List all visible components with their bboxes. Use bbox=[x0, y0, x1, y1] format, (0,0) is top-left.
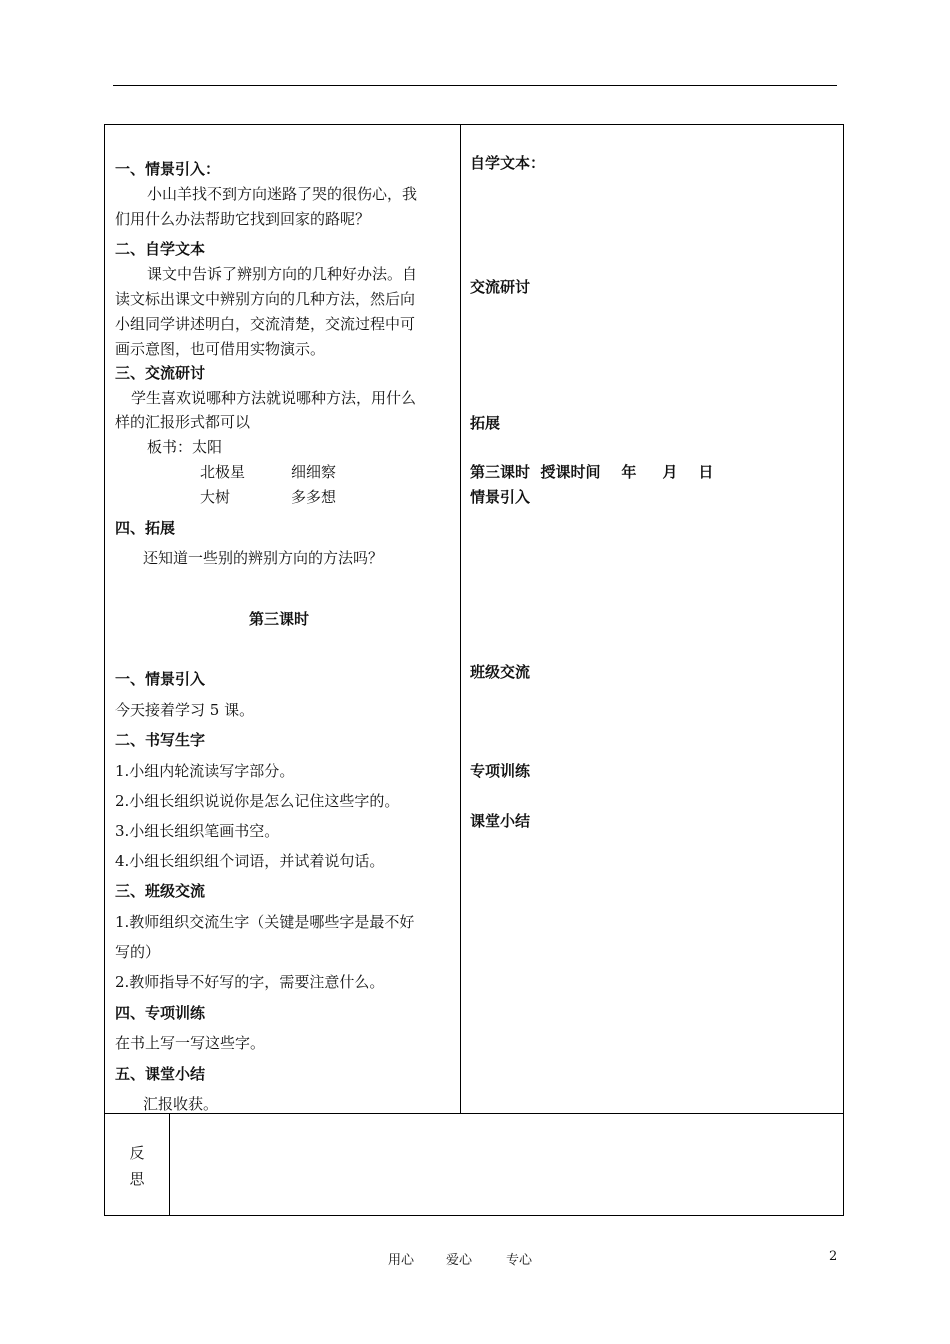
section-title: 三、交流研讨 bbox=[115, 364, 206, 382]
section-title: 一、情景引入 bbox=[115, 670, 206, 688]
right-label: 专项训练 bbox=[470, 762, 531, 780]
section-title: 二、自学文本 bbox=[115, 240, 206, 258]
paragraph-line: 小组同学讲述明白，交流清楚，交流过程中可 bbox=[115, 315, 416, 333]
board-item: 细细察 bbox=[291, 463, 337, 481]
lesson-heading: 第三课时 bbox=[249, 610, 310, 628]
section-title: 四、专项训练 bbox=[115, 1004, 206, 1022]
footer-word: 专心 bbox=[506, 1253, 533, 1268]
footer-word: 爱心 bbox=[446, 1253, 473, 1268]
list-item: 1.小组内轮流读写字部分。 bbox=[115, 762, 295, 780]
paragraph-line: 小山羊找不到方向迷路了哭的很伤心，我 bbox=[147, 185, 418, 203]
lesson-table bbox=[104, 124, 844, 1114]
right-label: 情景引入 bbox=[470, 488, 531, 506]
reflection-char: 思 bbox=[129, 1170, 145, 1188]
right-label: 自学文本： bbox=[470, 154, 546, 172]
paragraph-line: 还知道一些别的辨别方向的方法吗？ bbox=[143, 549, 384, 567]
paragraph-line: 画示意图，也可借用实物演示。 bbox=[115, 340, 326, 358]
board-item: 多多想 bbox=[291, 488, 337, 506]
header-rule bbox=[113, 85, 837, 86]
list-item: 写的） bbox=[115, 943, 161, 961]
section-title: 三、班级交流 bbox=[115, 882, 206, 900]
paragraph-line: 在书上写一写这些字。 bbox=[115, 1034, 266, 1052]
footer-word: 用心 bbox=[388, 1253, 415, 1268]
board-item: 北极星 bbox=[200, 463, 246, 481]
list-item: 4.小组长组织组个词语，并试着说句话。 bbox=[115, 852, 385, 870]
right-lesson-header: 第三课时 授课时间 年 月 日 bbox=[470, 463, 714, 481]
board-item: 大树 bbox=[200, 488, 231, 506]
reflection-table bbox=[104, 1114, 844, 1216]
paragraph-line: 汇报收获。 bbox=[143, 1095, 219, 1113]
list-item: 1.教师组织交流生字（关键是哪些字是最不好 bbox=[115, 913, 415, 931]
right-label: 拓展 bbox=[470, 414, 501, 432]
column-divider bbox=[460, 125, 461, 1113]
board-line: 板书：太阳 bbox=[147, 438, 223, 456]
reflection-divider bbox=[169, 1114, 170, 1215]
section-title: 二、书写生字 bbox=[115, 731, 206, 749]
paragraph-line: 们用什么办法帮助它找到回家的路呢？ bbox=[115, 210, 371, 228]
right-label: 班级交流 bbox=[470, 663, 531, 681]
paragraph-line: 学生喜欢说哪种方法就说哪种方法，用什么 bbox=[131, 389, 417, 407]
paragraph-line: 课文中告诉了辨别方向的几种好办法。自 bbox=[147, 265, 418, 283]
list-item: 3.小组长组织笔画书空。 bbox=[115, 822, 280, 840]
page-number: 2 bbox=[829, 1249, 838, 1264]
section-title: 四、拓展 bbox=[115, 519, 176, 537]
section-title: 五、课堂小结 bbox=[115, 1065, 206, 1083]
reflection-char: 反 bbox=[129, 1144, 145, 1162]
list-item: 2.教师指导不好写的字，需要注意什么。 bbox=[115, 973, 385, 991]
section-title: 一、情景引入： bbox=[115, 160, 221, 178]
paragraph-line: 读文标出课文中辨别方向的几种方法，然后向 bbox=[115, 290, 416, 308]
right-label: 课堂小结 bbox=[470, 812, 531, 830]
list-item: 2.小组长组织说说你是怎么记住这些字的。 bbox=[115, 792, 400, 810]
reflection-label bbox=[105, 1140, 169, 1192]
paragraph-line: 样的汇报形式都可以 bbox=[115, 413, 251, 431]
paragraph-line: 今天接着学习 5 课。 bbox=[115, 701, 255, 719]
right-label: 交流研讨 bbox=[470, 278, 531, 296]
